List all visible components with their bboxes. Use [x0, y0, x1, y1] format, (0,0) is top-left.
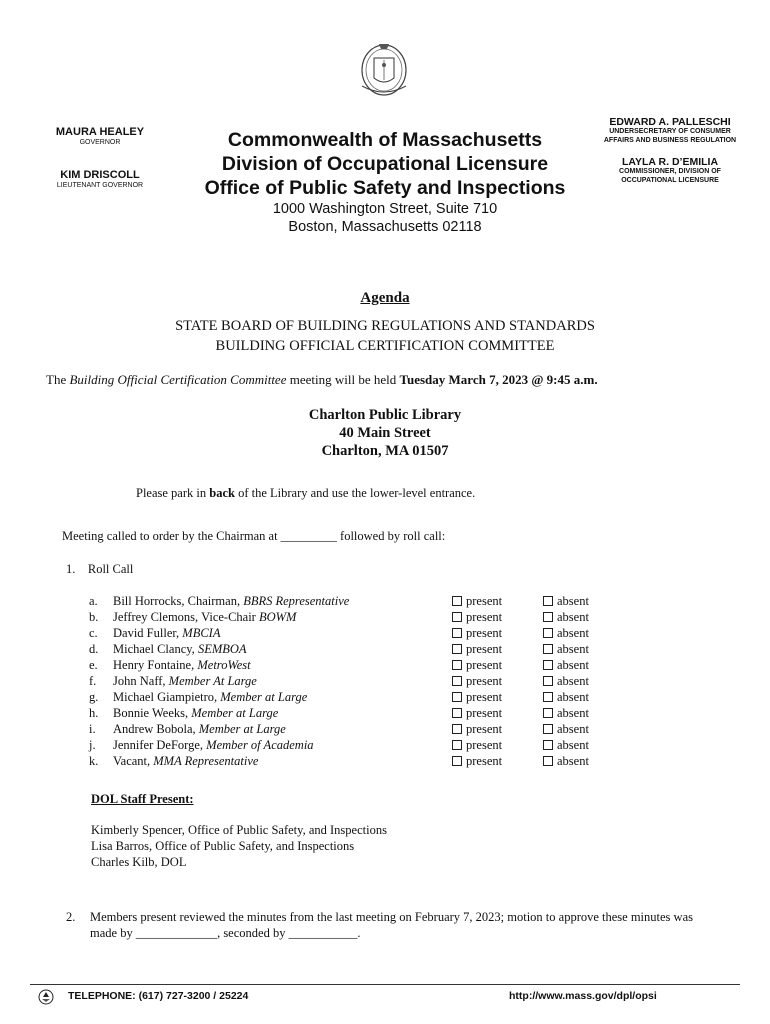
member-name: Michael Giampietro, [113, 690, 221, 704]
absent-checkbox[interactable] [543, 594, 589, 609]
roll-call-heading [66, 562, 133, 577]
absent-label: absent [557, 594, 589, 608]
absent-checkbox[interactable] [543, 722, 589, 737]
member-role: SEMBOA [197, 642, 247, 656]
checkbox-icon [543, 596, 553, 606]
roll-call-row [0, 594, 770, 610]
member-role: Member at Large [220, 690, 308, 704]
letterhead-center [180, 128, 590, 236]
right-officials [596, 116, 744, 196]
footer-telephone: TELEPHONE: (617) 727-3200 / 25224 [68, 990, 249, 1002]
location-line: 40 Main Street [339, 425, 431, 441]
present-checkbox[interactable] [452, 626, 502, 641]
parking-note [136, 486, 475, 501]
present-label: present [466, 594, 503, 608]
member-name: David Fuller, [113, 626, 183, 640]
member-role: Member of Academia [206, 738, 314, 752]
checkbox-icon [543, 612, 553, 622]
item-number: 1. [66, 562, 76, 576]
board-line: STATE BOARD OF BUILDING REGULATIONS AND STANDARDS [175, 318, 595, 334]
present-checkbox[interactable] [452, 610, 502, 625]
roll-call-list [0, 594, 770, 770]
official-name: LAYLA R. D’EMILIA [621, 156, 719, 168]
item-label: Roll Call [87, 562, 134, 576]
present-label: present [466, 754, 503, 768]
roll-call-row [0, 738, 770, 754]
roll-call-row [0, 626, 770, 642]
absent-checkbox[interactable] [543, 658, 589, 673]
present-label: present [466, 738, 503, 752]
member-name: John Naff, [113, 674, 169, 688]
member-entry [113, 706, 278, 721]
official-title: LIEUTENANT GOVERNOR [56, 182, 144, 189]
member-letter: g. [89, 690, 99, 704]
official-name: MAURA HEALEY [55, 126, 145, 138]
member-name: Bill Horrocks, Chairman, [113, 594, 244, 608]
present-checkbox[interactable] [452, 754, 502, 769]
footer-url[interactable]: http://www.mass.gov/dpl/opsi [509, 990, 657, 1002]
member-name: Jeffrey Clemons, Vice-Chair [113, 610, 259, 624]
location-line: Charlton Public Library [308, 407, 462, 423]
absent-checkbox[interactable] [543, 626, 589, 641]
checkbox-icon [543, 660, 553, 670]
roll-call-row [0, 610, 770, 626]
roll-call-row [0, 658, 770, 674]
checkbox-icon [543, 756, 553, 766]
address-line: Boston, Massachusetts 02118 [288, 219, 482, 235]
present-checkbox[interactable] [452, 594, 502, 609]
footer-divider [30, 984, 740, 985]
absent-label: absent [557, 738, 589, 752]
member-role: MMA Representative [153, 754, 259, 768]
massachusetts-seal-icon [352, 38, 416, 98]
staff-heading: DOL Staff Present: [91, 792, 194, 806]
absent-checkbox[interactable] [543, 674, 589, 689]
present-label: present [466, 610, 503, 624]
member-name: Henry Fontaine, [113, 658, 198, 672]
official-name: EDWARD A. PALLESCHI [609, 116, 731, 128]
checkbox-icon [543, 676, 553, 686]
item-text: Members present reviewed the minutes from the last meeting on February 7, 2023; motion to approve these minutes was made by _____________, seconded by ___________. [90, 910, 693, 940]
letterhead-line: Commonwealth of Massachusetts [227, 129, 543, 151]
present-checkbox[interactable] [452, 738, 502, 753]
present-label: present [466, 722, 503, 736]
member-entry [113, 754, 258, 769]
present-label: present [466, 626, 503, 640]
absent-checkbox[interactable] [543, 690, 589, 705]
checkbox-icon [452, 756, 462, 766]
recycle-icon [38, 989, 54, 1005]
checkbox-icon [543, 628, 553, 638]
member-entry [113, 674, 257, 689]
present-checkbox[interactable] [452, 722, 502, 737]
roll-call-row [0, 674, 770, 690]
present-label: present [466, 690, 503, 704]
absent-checkbox[interactable] [543, 754, 589, 769]
roll-call-row [0, 642, 770, 658]
meeting-location [0, 406, 770, 460]
meeting-datetime: Tuesday March 7, 2023 @ 9:45 a.m. [399, 372, 598, 387]
member-letter: d. [89, 642, 99, 656]
member-role: MetroWest [197, 658, 251, 672]
member-entry [113, 610, 296, 625]
checkbox-icon [452, 740, 462, 750]
board-line: BUILDING OFFICIAL CERTIFICATION COMMITTEE [215, 338, 555, 354]
member-role: Member At Large [168, 674, 257, 688]
member-entry [113, 642, 247, 657]
absent-label: absent [557, 754, 589, 768]
roll-call-row [0, 754, 770, 770]
member-letter: c. [89, 626, 98, 640]
member-role: Member at Large [191, 706, 279, 720]
checkbox-icon [452, 612, 462, 622]
committee-name: Building Official Certification Committee [69, 372, 287, 387]
member-letter: a. [89, 594, 98, 608]
member-letter: b. [89, 610, 99, 624]
checkbox-icon [543, 692, 553, 702]
member-role: BBRS Representative [243, 594, 350, 608]
staff-member: Charles Kilb, DOL [91, 855, 187, 869]
present-checkbox[interactable] [452, 690, 502, 705]
member-entry [113, 738, 314, 753]
checkbox-icon [543, 644, 553, 654]
member-entry [113, 722, 286, 737]
checkbox-icon [452, 644, 462, 654]
member-entry [113, 658, 251, 673]
member-entry [113, 690, 307, 705]
absent-checkbox[interactable] [543, 610, 589, 625]
absent-checkbox[interactable] [543, 738, 589, 753]
roll-call-row [0, 690, 770, 706]
checkbox-icon [452, 596, 462, 606]
left-officials [40, 126, 160, 212]
item-number: 2. [66, 910, 76, 924]
absent-checkbox[interactable] [543, 706, 589, 721]
absent-label: absent [557, 610, 589, 624]
meeting-pre: The [46, 372, 70, 387]
absent-label: absent [557, 690, 589, 704]
staff-member: Lisa Barros, Office of Public Safety, and Inspections [91, 839, 355, 853]
present-label: present [466, 642, 503, 656]
member-entry [113, 594, 349, 609]
agenda-title: Agenda [360, 290, 410, 306]
checkbox-icon [452, 724, 462, 734]
checkbox-icon [543, 740, 553, 750]
member-letter: j. [89, 738, 96, 752]
absent-label: absent [557, 626, 589, 640]
park-post: of the Library and use the lower-level entrance. [234, 486, 476, 500]
staff-member: Kimberly Spencer, Office of Public Safety, and Inspections [91, 823, 387, 837]
present-checkbox[interactable] [452, 658, 502, 673]
roll-call-row [0, 722, 770, 738]
member-name: Vacant, [113, 754, 154, 768]
present-checkbox[interactable] [452, 706, 502, 721]
checkbox-icon [543, 708, 553, 718]
meeting-mid: meeting will be held [286, 372, 400, 387]
absent-label: absent [557, 674, 589, 688]
official-title: COMMISSIONER, DIVISION OF OCCUPATIONAL LICENSURE [619, 168, 721, 184]
checkbox-icon [452, 708, 462, 718]
park-pre: Please park in [136, 486, 210, 500]
member-letter: f. [89, 674, 97, 688]
park-bold: back [209, 486, 235, 500]
member-role: Member at Large [198, 722, 286, 736]
official-name: KIM DRISCOLL [60, 169, 140, 181]
member-name: Michael Clancy, [113, 642, 198, 656]
absent-label: absent [557, 658, 589, 672]
absent-checkbox[interactable] [543, 642, 589, 657]
checkbox-icon [543, 724, 553, 734]
member-letter: e. [89, 658, 98, 672]
address-line: 1000 Washington Street, Suite 710 [272, 201, 498, 217]
checkbox-icon [452, 676, 462, 686]
letterhead-line: Office of Public Safety and Inspections [204, 177, 566, 199]
member-name: Jennifer DeForge, [113, 738, 207, 752]
location-line: Charlton, MA 01507 [321, 443, 449, 459]
staff-list [91, 822, 387, 870]
present-label: present [466, 658, 503, 672]
present-label: present [466, 674, 503, 688]
letterhead-line: Division of Occupational Licensure [221, 153, 549, 175]
member-entry [113, 626, 220, 641]
member-name: Bonnie Weeks, [113, 706, 192, 720]
member-role: MBCIA [182, 626, 221, 640]
member-role: BOWM [258, 610, 297, 624]
board-name [0, 316, 770, 356]
member-letter: k. [89, 754, 99, 768]
roll-call-row [0, 706, 770, 722]
member-name: Andrew Bobola, [113, 722, 199, 736]
member-letter: h. [89, 706, 99, 720]
checkbox-icon [452, 692, 462, 702]
present-label: present [466, 706, 503, 720]
absent-label: absent [557, 706, 589, 720]
absent-label: absent [557, 722, 589, 736]
called-to-order: Meeting called to order by the Chairman at _________ followed by roll call: [62, 529, 446, 543]
member-letter: i. [89, 722, 96, 736]
meeting-info [46, 372, 746, 388]
present-checkbox[interactable] [452, 642, 502, 657]
present-checkbox[interactable] [452, 674, 502, 689]
official-title: GOVERNOR [79, 139, 121, 146]
absent-label: absent [557, 642, 589, 656]
official-title: UNDERSECRETARY OF CONSUMER AFFAIRS AND BUSINESS REGULATION [603, 128, 737, 144]
checkbox-icon [452, 660, 462, 670]
checkbox-icon [452, 628, 462, 638]
